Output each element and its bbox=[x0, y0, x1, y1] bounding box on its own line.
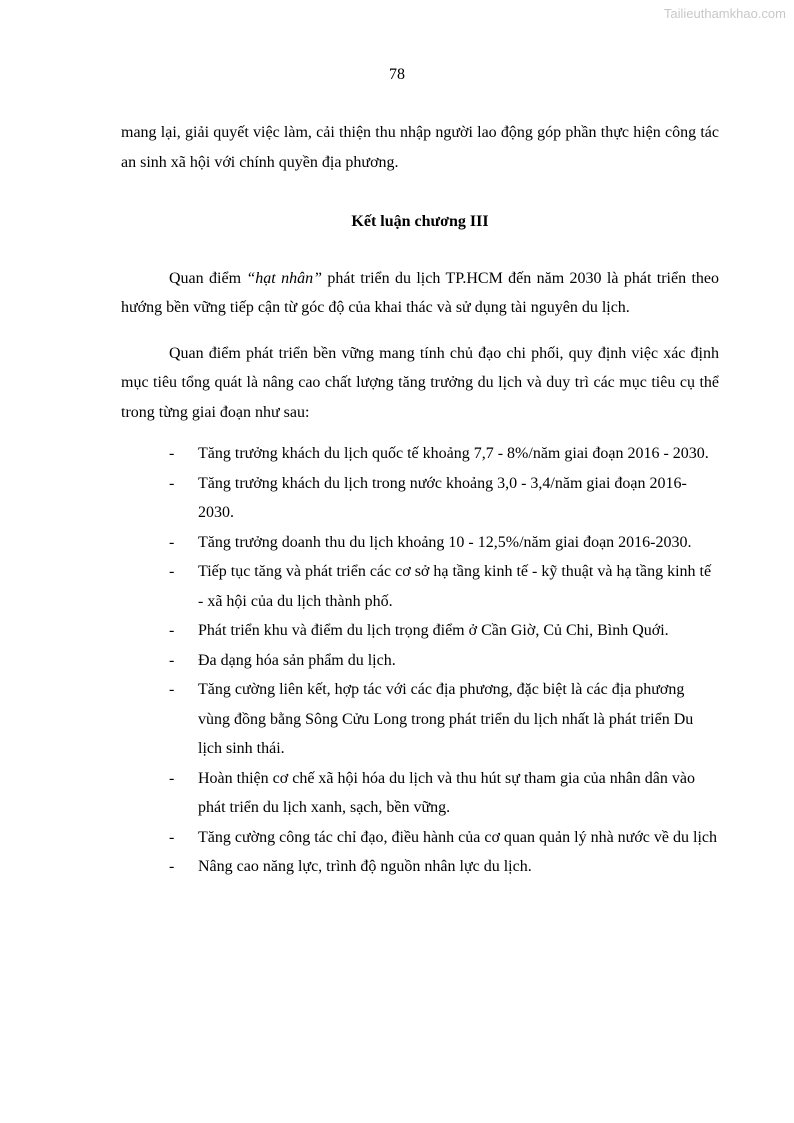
list-item bbox=[121, 852, 719, 882]
bullet-dash: - bbox=[169, 681, 175, 698]
bullet-dash: - bbox=[169, 622, 175, 639]
list-item-text: Tăng cường liên kết, hợp tác với các địa phương, đặc biệt là các địa phương vùng đồng bằng Sông Cửu Long trong phát triển du lịch nhất là phát triển Du lịch sinh thái. bbox=[198, 681, 694, 757]
list-item bbox=[121, 646, 719, 676]
bullet-dash: - bbox=[169, 828, 175, 846]
list-item-text: Tăng trưởng khách du lịch quốc tế khoảng 7,7 - 8%/năm giai đoạn 2016 - 2030. bbox=[198, 445, 709, 462]
paragraph-core-view-before: Quan điểm bbox=[169, 269, 247, 287]
chapter-conclusion-heading: Kết luận chương III bbox=[351, 213, 489, 230]
bullet-dash: - bbox=[169, 533, 175, 551]
list-item-text: Phát triển khu và điểm du lịch trọng điểm ở Cần Giờ, Củ Chi, Bình Quới. bbox=[198, 622, 669, 639]
list-item bbox=[121, 616, 719, 646]
paragraph-sustainable-development: Quan điểm phát triển bền vững mang tính chủ đạo chi phối, quy định việc xác định mục tiêu tổng quát là nâng cao chất lượng tăng trưởng du lịch và duy trì các mục tiêu cụ thể trong từng giai đoạn như sau: bbox=[121, 344, 719, 421]
list-item bbox=[121, 557, 719, 616]
list-item-text: Tăng cường công tác chỉ đạo, điều hành của cơ quan quản lý nhà nước về du lịch bbox=[198, 828, 717, 846]
bullet-dash: - bbox=[169, 651, 175, 669]
list-item-text: Hoàn thiện cơ chế xã hội hóa du lịch và thu hút sự tham gia của nhân dân vào phát triển du lịch xanh, sạch, bền vững. bbox=[198, 769, 695, 816]
bullet-dash: - bbox=[169, 474, 175, 492]
list-item bbox=[121, 528, 719, 558]
list-item-text: Tăng trưởng khách du lịch trong nước khoảng 3,0 - 3,4/năm giai đoạn 2016-2030. bbox=[198, 474, 687, 521]
bullet-dash: - bbox=[169, 445, 175, 462]
list-item bbox=[121, 764, 719, 823]
list-item-text: Đa dạng hóa sản phẩm du lịch. bbox=[198, 651, 396, 669]
intro-paragraph: mang lại, giải quyết việc làm, cải thiện thu nhập người lao động góp phần thực hiện công tác an sinh xã hội với chính quyền địa phương. bbox=[121, 124, 719, 171]
list-item bbox=[121, 823, 719, 853]
list-item bbox=[121, 469, 719, 528]
document-body bbox=[121, 118, 719, 882]
bullet-dash: - bbox=[169, 563, 175, 580]
objectives-list bbox=[121, 439, 719, 882]
bullet-dash: - bbox=[169, 769, 175, 787]
watermark-text: Tailieuthamkhao.com bbox=[663, 6, 786, 21]
list-item bbox=[121, 439, 719, 469]
list-item-text: Tăng trưởng doanh thu du lịch khoảng 10 - 12,5%/năm giai đoạn 2016-2030. bbox=[198, 533, 692, 551]
paragraph-core-view bbox=[121, 264, 719, 323]
list-item bbox=[121, 675, 719, 764]
list-item-text: Nâng cao năng lực, trình độ nguồn nhân lực du lịch. bbox=[198, 858, 532, 875]
page-number: 78 bbox=[389, 66, 405, 83]
paragraph-core-view-emphasis: “hạt nhân” bbox=[246, 269, 323, 287]
list-item-text: Tiếp tục tăng và phát triển các cơ sở hạ tầng kinh tế - kỹ thuật và hạ tầng kinh tế - xã hội của du lịch thành phố. bbox=[198, 563, 712, 610]
paragraph-core-view-after: phát triển du lịch TP.HCM đến năm 2030 là phát triển theo hướng bền vững tiếp cận từ góc độ của khai thác và sử dụng tài nguyên du lịch. bbox=[121, 269, 719, 316]
bullet-dash: - bbox=[169, 858, 175, 875]
